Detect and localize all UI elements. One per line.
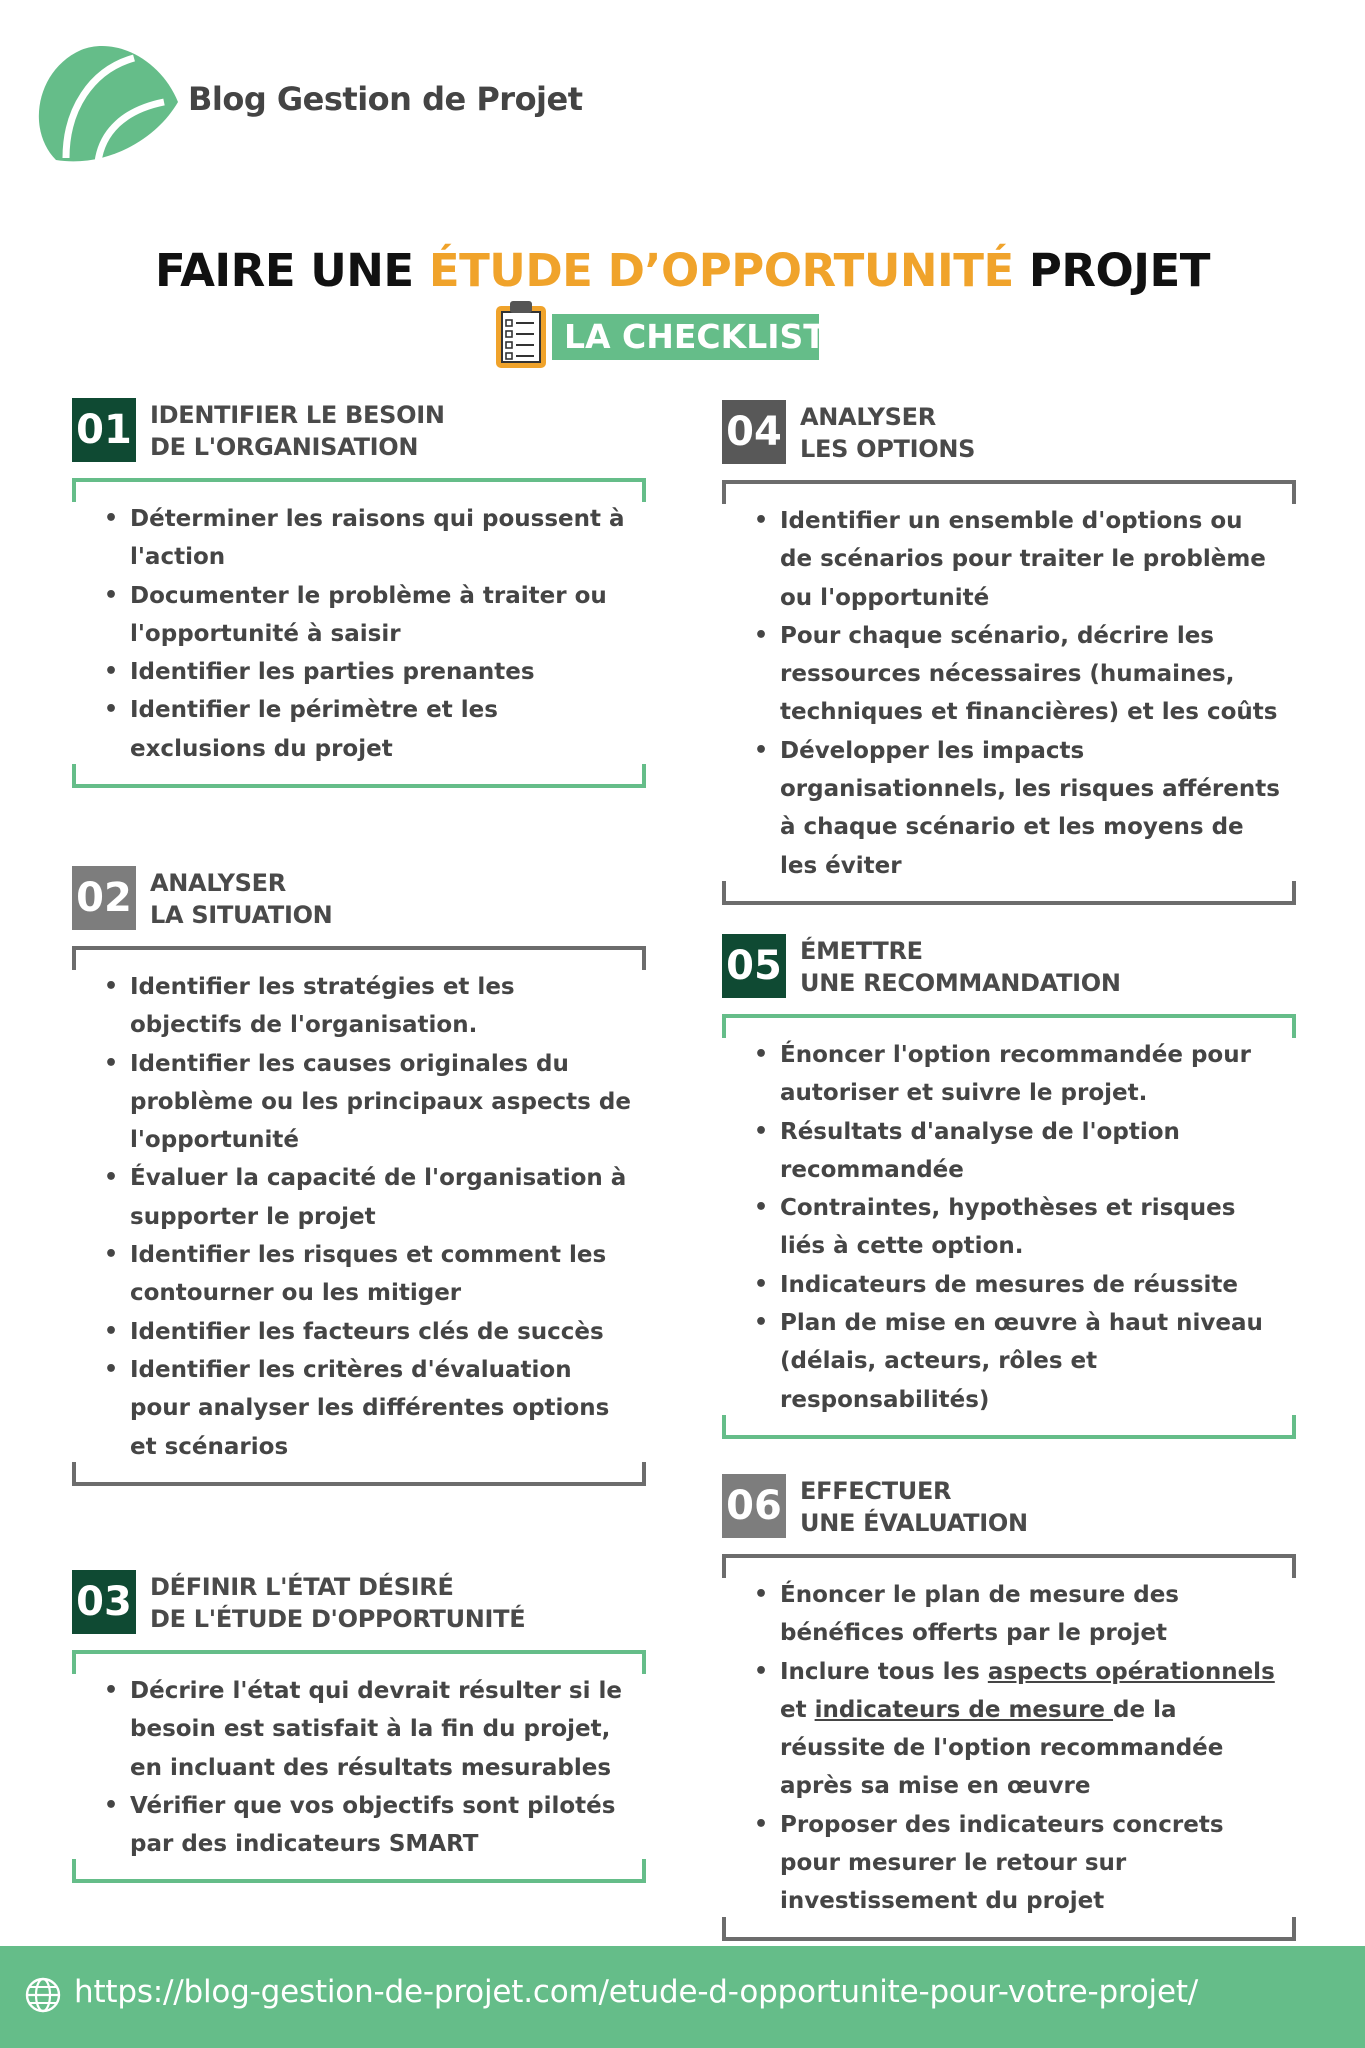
- section-title-line1: ANALYSER: [800, 403, 936, 431]
- section-number: 05: [722, 934, 786, 998]
- section-title-line2: LES OPTIONS: [800, 435, 976, 463]
- list-item: • Identifier les stratégies et les objectifs de l'organisation.: [104, 968, 632, 1045]
- checklist: [72, 1650, 646, 1883]
- list-item: [754, 1653, 1282, 1806]
- section-06: [722, 1474, 1296, 1941]
- section-header: [72, 1570, 646, 1636]
- list-item: • Déterminer les raisons qui poussent à l'action: [104, 500, 632, 577]
- section-title-line1: IDENTIFIER LE BESOIN: [150, 401, 445, 429]
- list-item: • Identifier les risques et comment les contourner ou les mitiger: [104, 1236, 632, 1313]
- section-title: [800, 401, 975, 465]
- list-item: • Contraintes, hypothèses et risques liés à cette option.: [754, 1189, 1282, 1266]
- list-item: • Indicateurs de mesures de réussite: [754, 1266, 1282, 1304]
- brand-name: Blog Gestion de Projet: [188, 80, 583, 118]
- list-item: • Plan de mise en œuvre à haut niveau (délais, acteurs, rôles et responsabilités): [754, 1304, 1282, 1419]
- globe-icon: [24, 1976, 62, 2014]
- item-text: Inclure tous les: [780, 1658, 988, 1685]
- section-number: 04: [722, 400, 786, 464]
- list-item: • Résultats d'analyse de l'option recommandée: [754, 1113, 1282, 1190]
- list-item: • Décrire l'état qui devrait résulter si le besoin est satisfait à la fin du projet, en incluant des résultats mesurables: [104, 1672, 632, 1787]
- section-number: 02: [72, 866, 136, 930]
- section-box: [722, 480, 1296, 905]
- section-number: 06: [722, 1474, 786, 1538]
- list-item: • Vérifier que vos objectifs sont pilotés par des indicateurs SMART: [104, 1787, 632, 1864]
- footer-url-link[interactable]: https://blog-gestion-de-projet.com/etude-d-opportunite-pour-votre-projet/: [74, 1974, 1199, 2010]
- section-box: [72, 946, 646, 1486]
- item-text: et: [780, 1696, 815, 1723]
- section-title: [150, 399, 445, 463]
- title-accent: ÉTUDE D’OPPORTUNITÉ: [428, 244, 1014, 297]
- checklist: [72, 946, 646, 1486]
- title-part1: FAIRE UNE: [155, 244, 429, 297]
- footer-bar: [0, 1946, 1365, 2048]
- leaf-logo-icon: [36, 40, 181, 168]
- list-item: • Identifier les facteurs clés de succès: [104, 1313, 632, 1351]
- clipboard-checklist-icon: [492, 298, 552, 372]
- indicateurs-de-mesure-link[interactable]: indicateurs de mesure: [814, 1696, 1114, 1723]
- section-header: [72, 398, 646, 464]
- checklist-badge: LA CHECKLIST: [552, 314, 819, 360]
- section-number: 03: [72, 1570, 136, 1634]
- section-title-line1: ÉMETTRE: [800, 937, 923, 965]
- section-header: [72, 866, 646, 932]
- section-header: [722, 934, 1296, 1000]
- section-box: [72, 1650, 646, 1883]
- section-05: [722, 934, 1296, 1439]
- section-title-line2: UNE RECOMMANDATION: [800, 969, 1121, 997]
- section-title-line1: DÉFINIR L'ÉTAT DÉSIRÉ: [150, 1573, 454, 1601]
- section-title-line1: EFFECTUER: [800, 1477, 952, 1505]
- list-item: • Évaluer la capacité de l'organisation à supporter le projet: [104, 1159, 632, 1236]
- list-item: • Identifier les parties prenantes: [104, 653, 632, 691]
- checklist: [722, 1014, 1296, 1439]
- section-title: [150, 867, 332, 931]
- page-title: [0, 244, 1365, 297]
- checklist: [722, 1554, 1296, 1941]
- section-header: [722, 1474, 1296, 1540]
- section-box: [72, 478, 646, 788]
- section-title-line2: UNE ÉVALUATION: [800, 1509, 1028, 1537]
- section-title: [150, 1571, 525, 1635]
- title-part2: PROJET: [1013, 244, 1210, 297]
- aspects-operationnels-link[interactable]: aspects opérationnels: [987, 1658, 1275, 1685]
- section-title: [800, 1475, 1028, 1539]
- section-title: [800, 935, 1121, 999]
- section-number: 01: [72, 398, 136, 462]
- list-item: • Pour chaque scénario, décrire les ressources nécessaires (humaines, techniques et financières) et les coûts: [754, 617, 1282, 732]
- section-04: [722, 400, 1296, 905]
- checklist: [72, 478, 646, 788]
- section-title-line2: DE L'ORGANISATION: [150, 433, 419, 461]
- section-box: [722, 1014, 1296, 1439]
- list-item: • Identifier le périmètre et les exclusions du projet: [104, 691, 632, 768]
- section-title-line2: LA SITUATION: [150, 901, 333, 929]
- section-title-line1: ANALYSER: [150, 869, 286, 897]
- section-header: [722, 400, 1296, 466]
- list-item: • Identifier les critères d'évaluation pour analyser les différentes options et scénarios: [104, 1351, 632, 1466]
- section-03: [72, 1570, 646, 1883]
- section-01: [72, 398, 646, 788]
- item-text: de la réussite de l'option recommandée après sa mise en œuvre: [780, 1696, 1224, 1800]
- list-item: • Énoncer l'option recommandée pour autoriser et suivre le projet.: [754, 1036, 1282, 1113]
- list-item: • Identifier un ensemble d'options ou de scénarios pour traiter le problème ou l'opportunité: [754, 502, 1282, 617]
- list-item: • Identifier les causes originales du problème ou les principaux aspects de l'opportunité: [104, 1045, 632, 1160]
- list-item: • Documenter le problème à traiter ou l'opportunité à saisir: [104, 577, 632, 654]
- section-02: [72, 866, 646, 1486]
- list-item: • Énoncer le plan de mesure des bénéfices offerts par le projet: [754, 1576, 1282, 1653]
- list-item: • Développer les impacts organisationnels, les risques afférents à chaque scénario et les moyens de les éviter: [754, 732, 1282, 885]
- section-box: [722, 1554, 1296, 1941]
- checklist: [722, 480, 1296, 905]
- list-item: • Proposer des indicateurs concrets pour mesurer le retour sur investissement du projet: [754, 1806, 1282, 1921]
- section-title-line2: DE L'ÉTUDE D'OPPORTUNITÉ: [150, 1605, 526, 1633]
